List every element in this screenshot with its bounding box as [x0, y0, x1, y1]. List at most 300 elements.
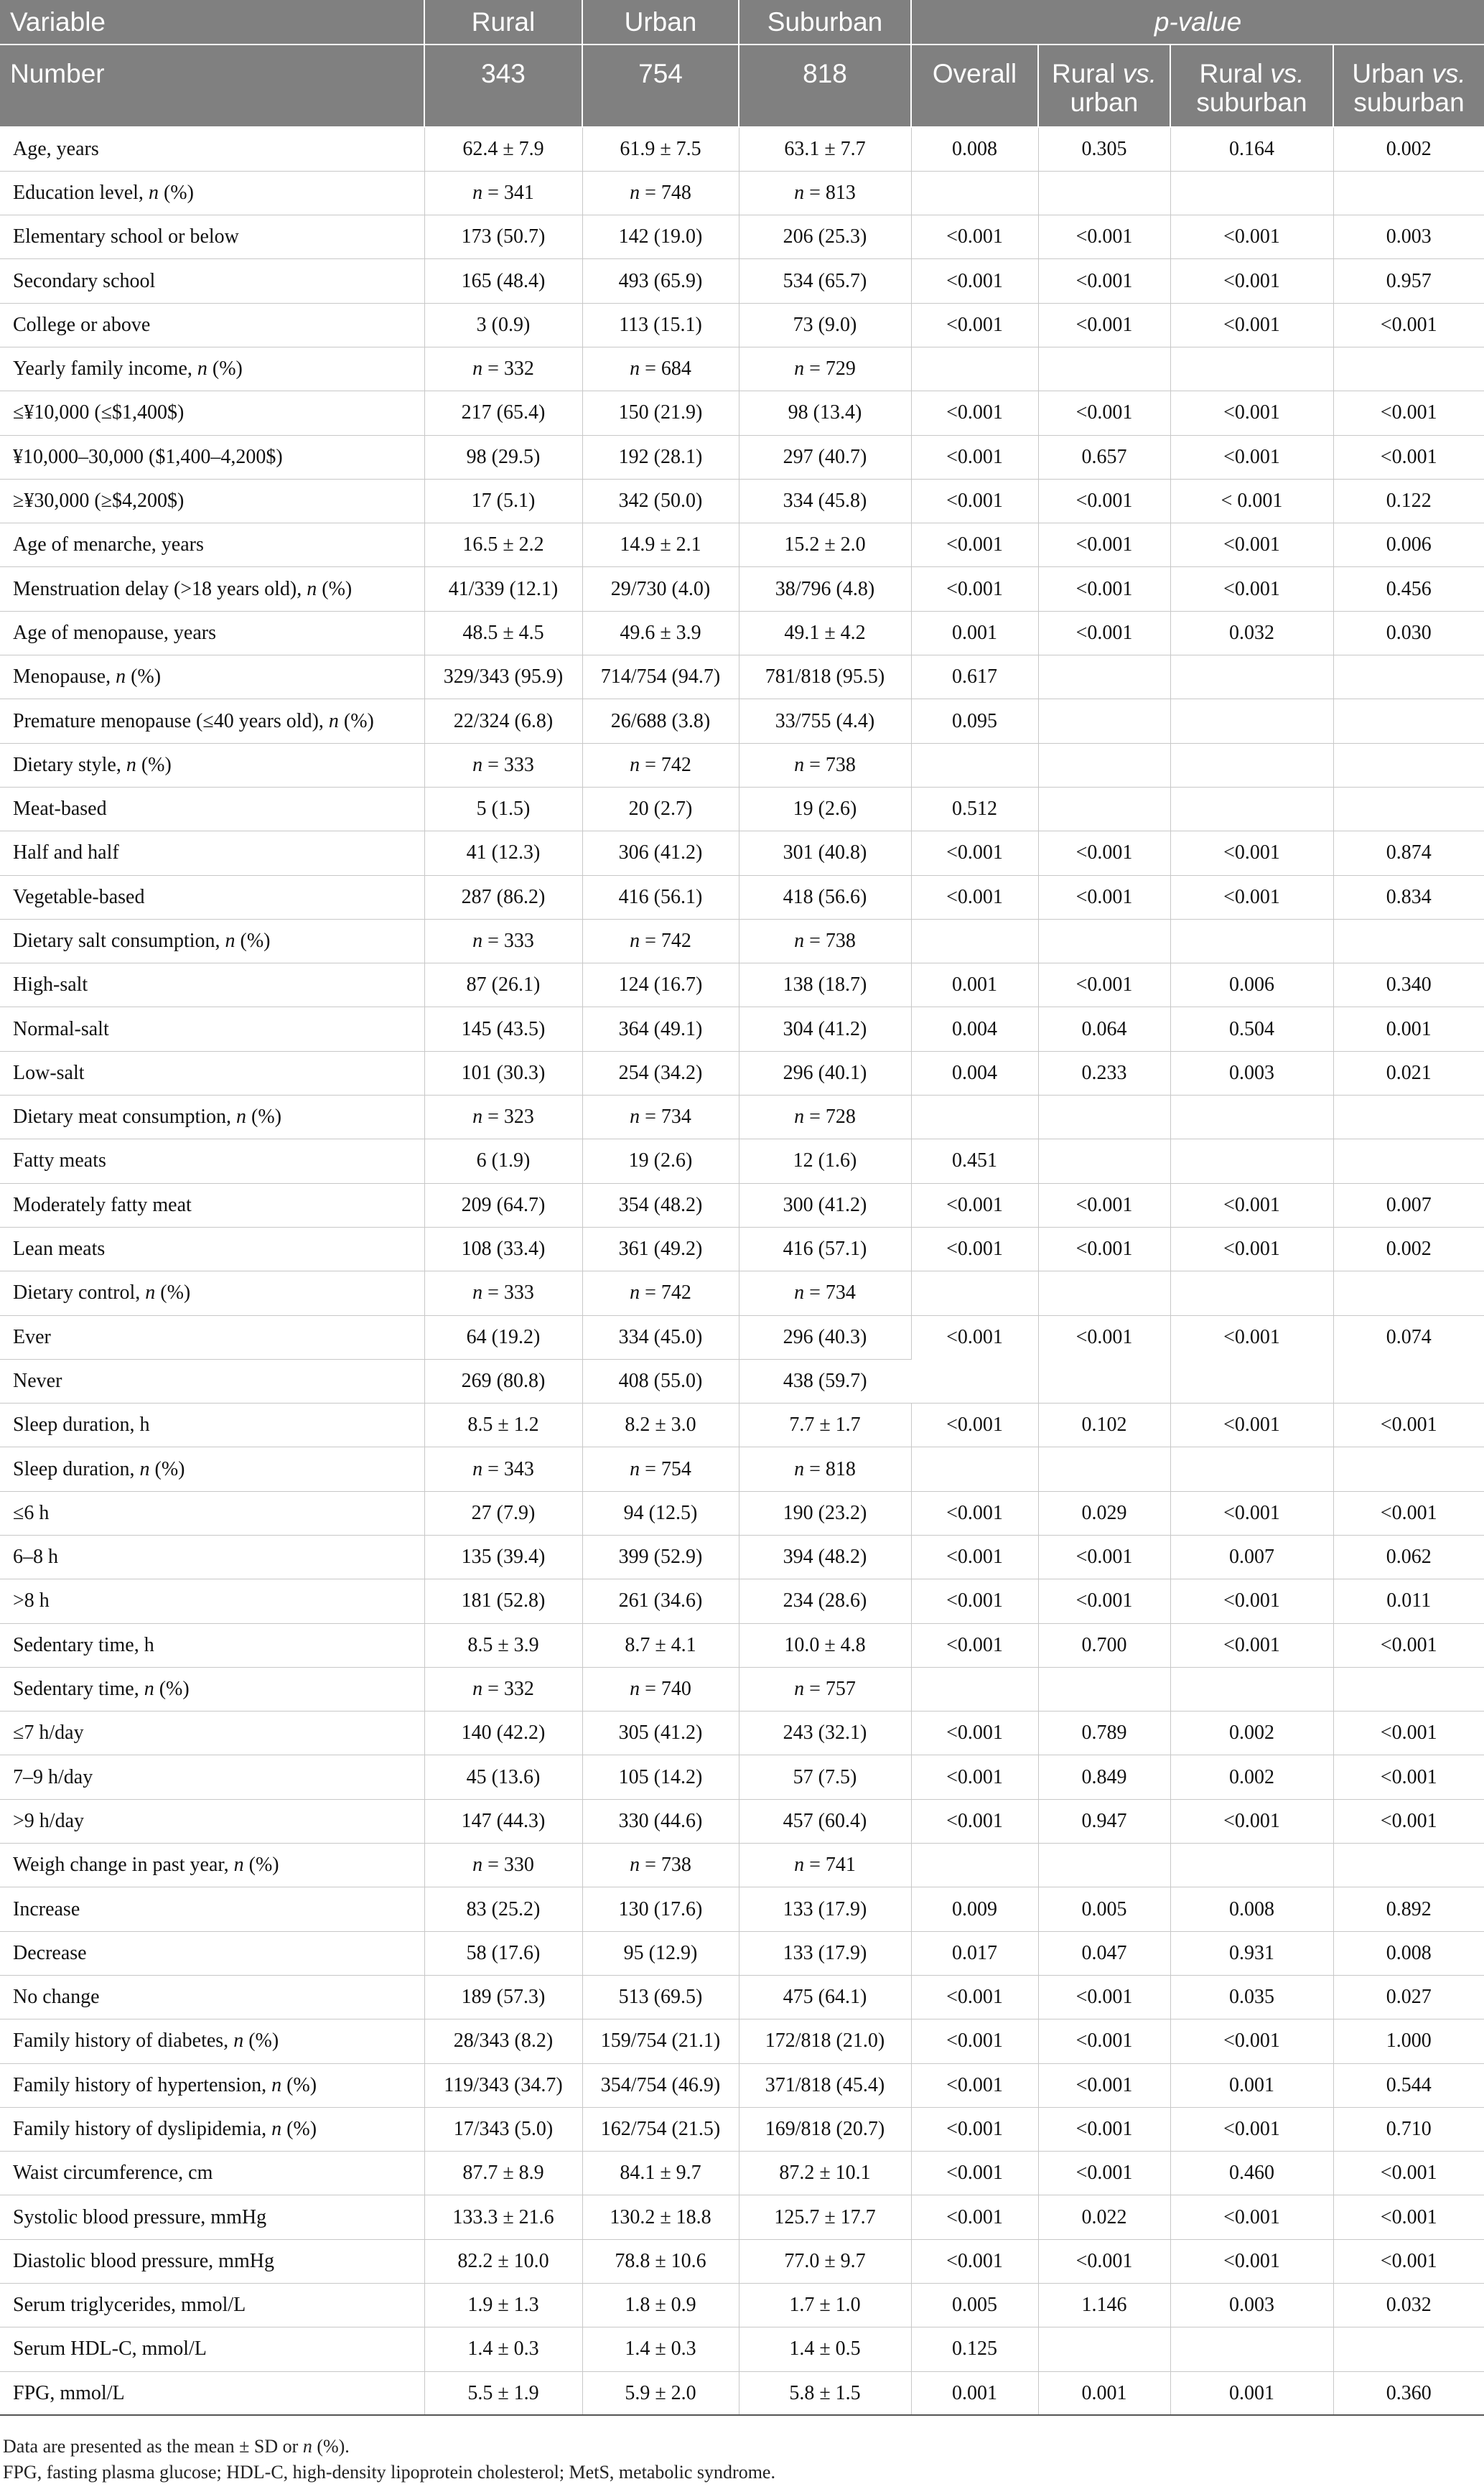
table-cell: <0.001 [1170, 435, 1333, 479]
table-cell: 0.017 [911, 1931, 1038, 1975]
table-row [0, 567, 1484, 611]
table-cell [1333, 1667, 1484, 1711]
table-cell: 14.9 ± 2.1 [582, 523, 739, 567]
row-label: ≥¥30,000 (≥$4,200$) [0, 479, 424, 523]
table-cell: 165 (48.4) [424, 259, 582, 303]
table-cell: <0.001 [1170, 1183, 1333, 1227]
table-cell: 192 (28.1) [582, 435, 739, 479]
table-cell: 0.617 [911, 655, 1038, 699]
table-cell: 399 (52.9) [582, 1536, 739, 1579]
table-footnotes [0, 2434, 1484, 2485]
table-cell [1170, 1271, 1333, 1315]
table-row [0, 2327, 1484, 2371]
table-cell [1333, 699, 1484, 743]
table-row [0, 1975, 1484, 2019]
table-cell [1170, 699, 1333, 743]
table-cell: 0.032 [1170, 611, 1333, 655]
table-cell: 41 (12.3) [424, 831, 582, 875]
table-cell: <0.001 [1333, 1712, 1484, 1755]
table-cell: 0.947 [1038, 1799, 1170, 1843]
table-cell: 364 (49.1) [582, 1007, 739, 1051]
table-cell: <0.001 [1333, 1404, 1484, 1447]
table-cell: 12 (1.6) [739, 1139, 911, 1183]
table-cell: 0.003 [1333, 215, 1484, 259]
table-cell: <0.001 [1333, 1755, 1484, 1799]
table-cell: 394 (48.2) [739, 1536, 911, 1579]
table-cell: 0.002 [1333, 127, 1484, 171]
table-cell: <0.001 [911, 2239, 1038, 2283]
table-cell: 334 (45.8) [739, 479, 911, 523]
table-cell: <0.001 [1038, 2019, 1170, 2063]
table-cell: 0.009 [911, 1887, 1038, 1931]
table-cell [911, 919, 1038, 963]
table-cell: 217 (65.4) [424, 391, 582, 435]
table-cell: 133 (17.9) [739, 1887, 911, 1931]
table-cell: <0.001 [911, 1975, 1038, 2019]
table-cell: 130 (17.6) [582, 1887, 739, 1931]
table-cell: 113 (15.1) [582, 303, 739, 347]
table-cell: 416 (56.1) [582, 875, 739, 919]
table-cell: n = 330 [424, 1844, 582, 1887]
table-cell: 0.011 [1333, 1579, 1484, 1623]
table-cell: 98 (13.4) [739, 391, 911, 435]
table-row [0, 2107, 1484, 2151]
table-row [0, 2152, 1484, 2195]
table-row [0, 1007, 1484, 1051]
table-cell: <0.001 [1038, 875, 1170, 919]
table-cell: <0.001 [1038, 1975, 1170, 2019]
table-cell: 0.657 [1038, 435, 1170, 479]
table-row [0, 2195, 1484, 2239]
table-cell: 133 (17.9) [739, 1931, 911, 1975]
table-cell: <0.001 [1038, 259, 1170, 303]
table-cell: <0.001 [911, 875, 1038, 919]
table-row [0, 523, 1484, 567]
row-label: High-salt [0, 963, 424, 1007]
table-cell [911, 1271, 1038, 1315]
row-label: Menstruation delay (>18 years old), n (%) [0, 567, 424, 611]
table-cell: <0.001 [911, 391, 1038, 435]
row-label: Normal-salt [0, 1007, 424, 1051]
table-cell: 87.2 ± 10.1 [739, 2152, 911, 2195]
table-cell: 49.6 ± 3.9 [582, 611, 739, 655]
table-cell: <0.001 [1170, 1404, 1333, 1447]
table-row [0, 1623, 1484, 1667]
table-cell: <0.001 [911, 831, 1038, 875]
table-cell: 0.544 [1333, 2063, 1484, 2107]
table-cell: 330 (44.6) [582, 1799, 739, 1843]
table-cell: <0.001 [911, 303, 1038, 347]
table-cell: 38/796 (4.8) [739, 567, 911, 611]
table-cell: 189 (57.3) [424, 1975, 582, 2019]
table-cell: 1.4 ± 0.3 [424, 2327, 582, 2371]
table-cell: <0.001 [911, 2195, 1038, 2239]
table-cell: 57 (7.5) [739, 1755, 911, 1799]
table-cell [911, 347, 1038, 391]
table-cell: 438 (59.7) [739, 1359, 911, 1403]
table-cell: 513 (69.5) [582, 1975, 739, 2019]
table-cell: 27 (7.9) [424, 1491, 582, 1535]
table-cell: <0.001 [1038, 215, 1170, 259]
row-label: >9 h/day [0, 1799, 424, 1843]
table-row [0, 1755, 1484, 1799]
table-cell [1333, 919, 1484, 963]
table-cell: 408 (55.0) [582, 1359, 739, 1403]
table-cell: 296 (40.3) [739, 1315, 911, 1359]
table-cell: 0.002 [1333, 1227, 1484, 1271]
table-row [0, 1404, 1484, 1447]
table-cell: n = 729 [739, 347, 911, 391]
table-row [0, 1271, 1484, 1315]
table-cell: 0.003 [1170, 1051, 1333, 1095]
table-cell: 354/754 (46.9) [582, 2063, 739, 2107]
table-row [0, 2063, 1484, 2107]
table-cell [1038, 1271, 1170, 1315]
table-cell: n = 748 [582, 171, 739, 215]
table-cell: <0.001 [1038, 2239, 1170, 2283]
row-label: ≤7 h/day [0, 1712, 424, 1755]
table-cell: 714/754 (94.7) [582, 655, 739, 699]
table-cell: <0.001 [911, 2063, 1038, 2107]
table-row [0, 1315, 1484, 1359]
header-rural: Rural [424, 0, 582, 45]
table-cell: 95 (12.9) [582, 1931, 739, 1975]
table-cell [1333, 2327, 1484, 2371]
table-cell: 135 (39.4) [424, 1536, 582, 1579]
table-cell: 0.008 [911, 127, 1038, 171]
table-cell: 101 (30.3) [424, 1051, 582, 1095]
table-cell: 5.5 ± 1.9 [424, 2371, 582, 2415]
table-cell: n = 332 [424, 1667, 582, 1711]
row-label: Fatty meats [0, 1139, 424, 1183]
table-cell: 261 (34.6) [582, 1579, 739, 1623]
table-cell: 1.7 ± 1.0 [739, 2284, 911, 2327]
table-cell: 8.5 ± 1.2 [424, 1404, 582, 1447]
table-cell: 0.007 [1333, 1183, 1484, 1227]
table-cell [1170, 171, 1333, 215]
table-cell: <0.001 [1333, 1491, 1484, 1535]
row-label: Waist circumference, cm [0, 2152, 424, 2195]
table-cell: 1.4 ± 0.3 [582, 2327, 739, 2371]
table-cell: 0.001 [1170, 2063, 1333, 2107]
table-cell: 1.4 ± 0.5 [739, 2327, 911, 2371]
table-cell: 49.1 ± 4.2 [739, 611, 911, 655]
table-cell: <0.001 [1170, 875, 1333, 919]
table-row [0, 1799, 1484, 1843]
table-cell: <0.001 [1170, 567, 1333, 611]
table-cell: <0.001 [1038, 963, 1170, 1007]
table-cell: <0.001 [1170, 831, 1333, 875]
table-cell: n = 818 [739, 1447, 911, 1491]
row-label: Family history of hypertension, n (%) [0, 2063, 424, 2107]
table-cell: 33/755 (4.4) [739, 699, 911, 743]
table-cell: <0.001 [911, 1799, 1038, 1843]
table-cell: 0.035 [1170, 1975, 1333, 2019]
table-cell: 0.892 [1333, 1887, 1484, 1931]
table-cell: 0.062 [1333, 1536, 1484, 1579]
row-label: College or above [0, 303, 424, 347]
table-row [0, 171, 1484, 215]
table-cell: <0.001 [1038, 2063, 1170, 2107]
table-cell [911, 1667, 1038, 1711]
table-cell: 119/343 (34.7) [424, 2063, 582, 2107]
table-cell: 329/343 (95.9) [424, 655, 582, 699]
table-cell: n = 333 [424, 743, 582, 787]
table-cell: <0.001 [911, 435, 1038, 479]
table-cell: n = 738 [582, 1844, 739, 1887]
table-cell: 5.8 ± 1.5 [739, 2371, 911, 2415]
table-cell: 63.1 ± 7.7 [739, 127, 911, 171]
table-row [0, 1139, 1484, 1183]
table-cell: <0.001 [911, 1315, 1038, 1404]
table-cell: 138 (18.7) [739, 963, 911, 1007]
table-cell: n = 742 [582, 919, 739, 963]
row-label: Systolic blood pressure, mmHg [0, 2195, 424, 2239]
row-label: ≤¥10,000 (≤$1,400$) [0, 391, 424, 435]
table-row [0, 1712, 1484, 1755]
table-cell: 5 (1.5) [424, 787, 582, 831]
table-row [0, 347, 1484, 391]
table-cell: 3 (0.9) [424, 303, 582, 347]
table-cell: 0.004 [911, 1007, 1038, 1051]
table-cell: 5.9 ± 2.0 [582, 2371, 739, 2415]
row-label: ≤6 h [0, 1491, 424, 1535]
row-label: >8 h [0, 1579, 424, 1623]
table-cell: 475 (64.1) [739, 1975, 911, 2019]
table-cell: 0.064 [1038, 1007, 1170, 1051]
table-cell: 29/730 (4.0) [582, 567, 739, 611]
table-cell [1038, 655, 1170, 699]
table-cell: 150 (21.9) [582, 391, 739, 435]
table-cell: 0.849 [1038, 1755, 1170, 1799]
table-cell: 534 (65.7) [739, 259, 911, 303]
table-cell: 296 (40.1) [739, 1051, 911, 1095]
table-cell: <0.001 [1170, 303, 1333, 347]
table-cell: 58 (17.6) [424, 1931, 582, 1975]
header-rural-vs-suburban: Rural vs. suburban [1170, 45, 1333, 127]
table-cell [1038, 2327, 1170, 2371]
table-cell: <0.001 [1170, 1799, 1333, 1843]
row-label: Age of menopause, years [0, 611, 424, 655]
table-cell: n = 333 [424, 1271, 582, 1315]
table-cell: 147 (44.3) [424, 1799, 582, 1843]
table-row [0, 1051, 1484, 1095]
table-cell: 0.001 [911, 963, 1038, 1007]
table-cell: 108 (33.4) [424, 1227, 582, 1271]
table-cell: 0.001 [1170, 2371, 1333, 2415]
table-cell: 418 (56.6) [739, 875, 911, 919]
table-cell: 361 (49.2) [582, 1227, 739, 1271]
table-cell: 0.460 [1170, 2152, 1333, 2195]
header-rural-vs-urban: Rural vs. urban [1038, 45, 1170, 127]
row-label: Meat-based [0, 787, 424, 831]
table-cell: 62.4 ± 7.9 [424, 127, 582, 171]
row-label: Diastolic blood pressure, mmHg [0, 2239, 424, 2283]
table-cell: <0.001 [911, 259, 1038, 303]
table-cell: 234 (28.6) [739, 1579, 911, 1623]
table-cell: 0.005 [911, 2284, 1038, 2327]
table-cell: <0.001 [1333, 2239, 1484, 2283]
table-cell: 457 (60.4) [739, 1799, 911, 1843]
table-cell: 17/343 (5.0) [424, 2107, 582, 2151]
table-cell: 0.512 [911, 787, 1038, 831]
table-cell: 98 (29.5) [424, 435, 582, 479]
table-cell: 334 (45.0) [582, 1315, 739, 1359]
table-row [0, 1491, 1484, 1535]
table-cell [1333, 347, 1484, 391]
table-cell: <0.001 [1170, 1315, 1333, 1404]
table-cell: 304 (41.2) [739, 1007, 911, 1051]
table-cell [1170, 1447, 1333, 1491]
table-cell: <0.001 [1170, 1579, 1333, 1623]
table-cell [1038, 1667, 1170, 1711]
table-cell [1038, 743, 1170, 787]
table-cell: n = 343 [424, 1447, 582, 1491]
table-cell: 1.146 [1038, 2284, 1170, 2327]
table-row [0, 611, 1484, 655]
table-cell: 28/343 (8.2) [424, 2019, 582, 2063]
table-cell: <0.001 [1333, 435, 1484, 479]
row-label: Moderately fatty meat [0, 1183, 424, 1227]
table-cell: 10.0 ± 4.8 [739, 1623, 911, 1667]
table-cell: 0.102 [1038, 1404, 1170, 1447]
table-cell: 87 (26.1) [424, 963, 582, 1007]
table-row [0, 259, 1484, 303]
header-suburban-n: 818 [739, 45, 911, 127]
table-cell: 159/754 (21.1) [582, 2019, 739, 2063]
table-cell: 209 (64.7) [424, 1183, 582, 1227]
table-cell [1333, 787, 1484, 831]
table-cell: 0.125 [911, 2327, 1038, 2371]
table-cell: 173 (50.7) [424, 215, 582, 259]
header-urban-n: 754 [582, 45, 739, 127]
table-cell: n = 684 [582, 347, 739, 391]
table-cell: 0.006 [1170, 963, 1333, 1007]
row-label: Menopause, n (%) [0, 655, 424, 699]
table-cell: n = 323 [424, 1096, 582, 1139]
table-cell: 0.003 [1170, 2284, 1333, 2327]
table-row [0, 831, 1484, 875]
table-cell: <0.001 [911, 215, 1038, 259]
table-cell: n = 754 [582, 1447, 739, 1491]
table-row [0, 2019, 1484, 2063]
table-cell: <0.001 [911, 2019, 1038, 2063]
table-row [0, 2239, 1484, 2283]
table-cell: 269 (80.8) [424, 1359, 582, 1403]
table-cell [1170, 1844, 1333, 1887]
table-cell: 83 (25.2) [424, 1887, 582, 1931]
table-cell: 64 (19.2) [424, 1315, 582, 1359]
table-row [0, 1579, 1484, 1623]
table-cell [911, 1447, 1038, 1491]
table-cell [1333, 1139, 1484, 1183]
table-cell: n = 742 [582, 743, 739, 787]
table-cell: 781/818 (95.5) [739, 655, 911, 699]
table-cell: n = 734 [582, 1096, 739, 1139]
table-cell: 0.001 [1333, 1007, 1484, 1051]
table-cell: 416 (57.1) [739, 1227, 911, 1271]
table-cell: 300 (41.2) [739, 1183, 911, 1227]
table-cell: 0.305 [1038, 127, 1170, 171]
table-cell: 0.874 [1333, 831, 1484, 875]
row-label: Never [0, 1359, 424, 1403]
table-cell: <0.001 [1170, 215, 1333, 259]
header-variable: Variable [0, 0, 424, 45]
footnote-2: FPG, fasting plasma glucose; HDL-C, high-density lipoprotein cholesterol; MetS, metabolic syndrome. [3, 2462, 775, 2483]
table-cell: <0.001 [911, 1491, 1038, 1535]
table-cell: <0.001 [911, 1579, 1038, 1623]
table-row [0, 743, 1484, 787]
table-cell: 301 (40.8) [739, 831, 911, 875]
table-cell [1038, 347, 1170, 391]
table-cell: 0.001 [1038, 2371, 1170, 2415]
row-label: Dietary meat consumption, n (%) [0, 1096, 424, 1139]
table-cell: n = 740 [582, 1667, 739, 1711]
table-cell: 0.002 [1170, 1755, 1333, 1799]
row-label: Low-salt [0, 1051, 424, 1095]
table-cell: 105 (14.2) [582, 1755, 739, 1799]
table-row [0, 479, 1484, 523]
table-cell: n = 333 [424, 919, 582, 963]
row-label: Education level, n (%) [0, 171, 424, 215]
table-cell: 19 (2.6) [582, 1139, 739, 1183]
table-cell: 0.504 [1170, 1007, 1333, 1051]
table-cell: <0.001 [1038, 523, 1170, 567]
table-cell: <0.001 [911, 1227, 1038, 1271]
table-row [0, 1887, 1484, 1931]
table-cell: 0.700 [1038, 1623, 1170, 1667]
table-cell: 0.710 [1333, 2107, 1484, 2151]
table-cell: 0.022 [1038, 2195, 1170, 2239]
table-cell: <0.001 [1038, 611, 1170, 655]
table-cell: < 0.001 [1170, 479, 1333, 523]
table-cell: 0.164 [1170, 127, 1333, 171]
table-cell: <0.001 [1038, 1183, 1170, 1227]
table-cell: 0.008 [1333, 1931, 1484, 1975]
table-cell: n = 341 [424, 171, 582, 215]
table-cell: <0.001 [1038, 1315, 1170, 1404]
table-cell: 1.9 ± 1.3 [424, 2284, 582, 2327]
row-label: FPG, mmol/L [0, 2371, 424, 2415]
table-cell: 0.002 [1170, 1712, 1333, 1755]
table-row [0, 699, 1484, 743]
row-label: Premature menopause (≤40 years old), n (%) [0, 699, 424, 743]
table-cell: <0.001 [1170, 1623, 1333, 1667]
table-cell: 181 (52.8) [424, 1579, 582, 1623]
table-cell [1333, 171, 1484, 215]
table-cell: <0.001 [1170, 259, 1333, 303]
table-row [0, 127, 1484, 171]
table-cell [1170, 919, 1333, 963]
table-cell: <0.001 [1038, 1579, 1170, 1623]
table-cell [1333, 655, 1484, 699]
row-label: 7–9 h/day [0, 1755, 424, 1799]
table-cell: 15.2 ± 2.0 [739, 523, 911, 567]
table-cell: 8.7 ± 4.1 [582, 1623, 739, 1667]
table-cell: 140 (42.2) [424, 1712, 582, 1755]
table-cell: 82.2 ± 10.0 [424, 2239, 582, 2283]
table-cell: n = 734 [739, 1271, 911, 1315]
table-cell: 26/688 (3.8) [582, 699, 739, 743]
table-cell: 0.001 [911, 2371, 1038, 2415]
row-label: Dietary style, n (%) [0, 743, 424, 787]
table-cell: 0.095 [911, 699, 1038, 743]
table-cell: 254 (34.2) [582, 1051, 739, 1095]
table-row [0, 963, 1484, 1007]
table-cell: n = 738 [739, 743, 911, 787]
table-cell: 0.004 [911, 1051, 1038, 1095]
table-cell: <0.001 [911, 1404, 1038, 1447]
